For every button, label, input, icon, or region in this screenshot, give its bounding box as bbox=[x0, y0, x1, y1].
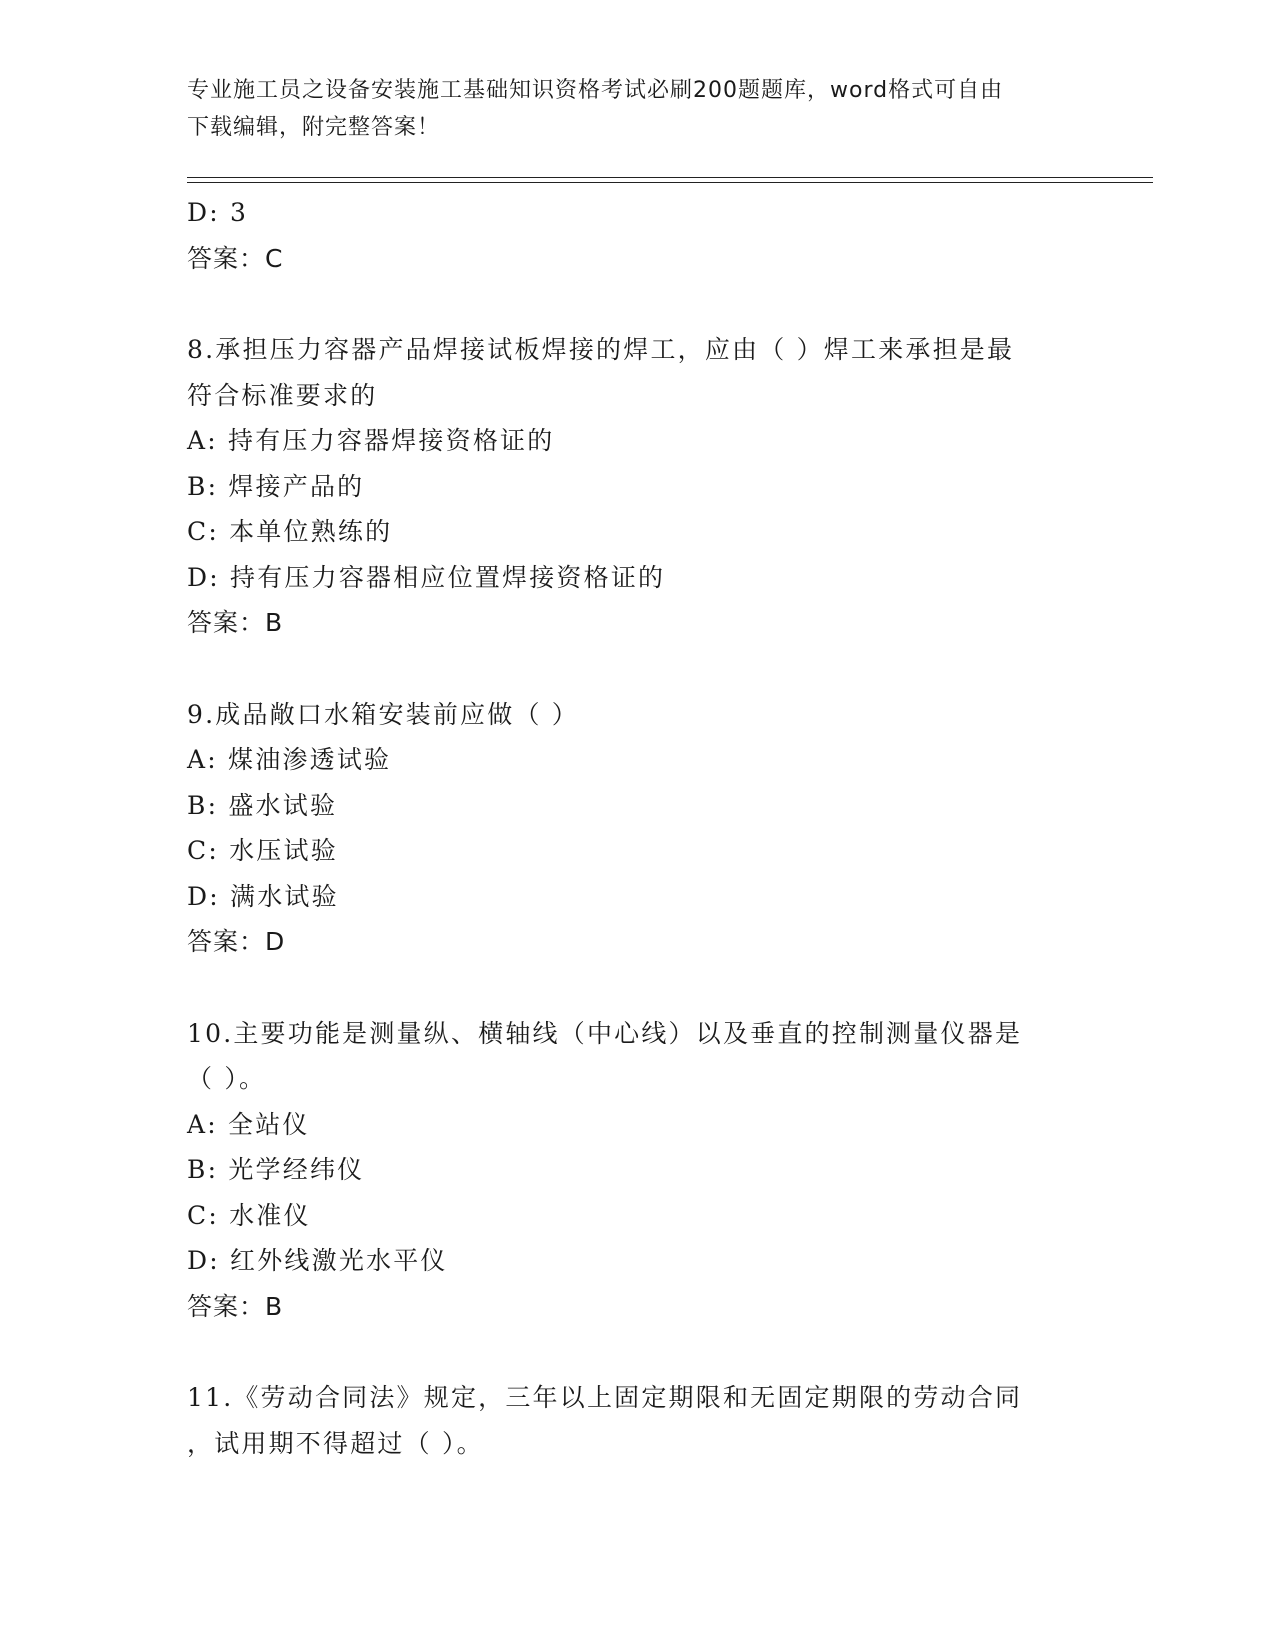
previous-question-tail bbox=[187, 190, 1087, 281]
answer: 答案：B bbox=[187, 1291, 284, 1321]
option-d: D: 红外线激光水平仪 bbox=[187, 1246, 448, 1275]
spacer bbox=[187, 965, 1087, 1011]
question-list bbox=[187, 190, 1087, 1466]
spacer bbox=[187, 281, 1087, 327]
question-11 bbox=[187, 1375, 1087, 1466]
question-text-line-2: （ ）。 bbox=[187, 1064, 267, 1093]
question-9 bbox=[187, 692, 1087, 965]
spacer bbox=[187, 646, 1087, 692]
question-text-line-2: 符合标准要求的 bbox=[187, 380, 378, 410]
header-divider-bottom bbox=[187, 182, 1153, 183]
question-text-line-2: ，试用期不得超过（ ）。 bbox=[187, 1428, 484, 1458]
option-b: B: 焊接产品的 bbox=[187, 471, 365, 501]
header-line-2: 下载编辑，附完整答案！ bbox=[187, 115, 441, 140]
question-text-line-1: 9.成品敞口水箱安装前应做（ ） bbox=[187, 699, 580, 729]
option-d: D: 持有压力容器相应位置焊接资格证的 bbox=[187, 562, 666, 592]
question-text-line-1: 8.承担压力容器产品焊接试板焊接的焊工，应由（ ）焊工来承担是最 bbox=[187, 335, 1015, 364]
option-a: A: 全站仪 bbox=[187, 1109, 310, 1139]
question-10 bbox=[187, 1011, 1087, 1330]
option-a: A: 煤油渗透试验 bbox=[187, 745, 392, 774]
option-c: C: 本单位熟练的 bbox=[187, 517, 393, 546]
question-text-line-1: 11.《劳动合同法》规定，三年以上固定期限和无固定期限的劳动合同 bbox=[187, 1383, 1023, 1412]
option-c: C: 水准仪 bbox=[187, 1200, 311, 1230]
spacer bbox=[187, 1329, 1087, 1375]
option-b: B: 光学经纬仪 bbox=[187, 1155, 365, 1184]
header-divider-top bbox=[187, 177, 1153, 178]
answer: 答案：D bbox=[187, 927, 286, 956]
header-line-1: 专业施工员之设备安装施工基础知识资格考试必刷200题题库，word格式可自由 bbox=[187, 78, 1004, 103]
option-c: C: 水压试验 bbox=[187, 836, 338, 865]
question-8 bbox=[187, 327, 1087, 646]
answer: 答案：C bbox=[187, 243, 284, 273]
option-b: B: 盛水试验 bbox=[187, 790, 338, 820]
option-d: D: 满水试验 bbox=[187, 881, 339, 911]
option-d: D: 3 bbox=[187, 198, 249, 227]
answer: 答案：B bbox=[187, 608, 284, 637]
option-a: A: 持有压力容器焊接资格证的 bbox=[187, 426, 555, 455]
document-header bbox=[187, 72, 1067, 146]
question-text-line-1: 10.主要功能是测量纵、横轴线（中心线）以及垂直的控制测量仪器是 bbox=[187, 1018, 1023, 1048]
